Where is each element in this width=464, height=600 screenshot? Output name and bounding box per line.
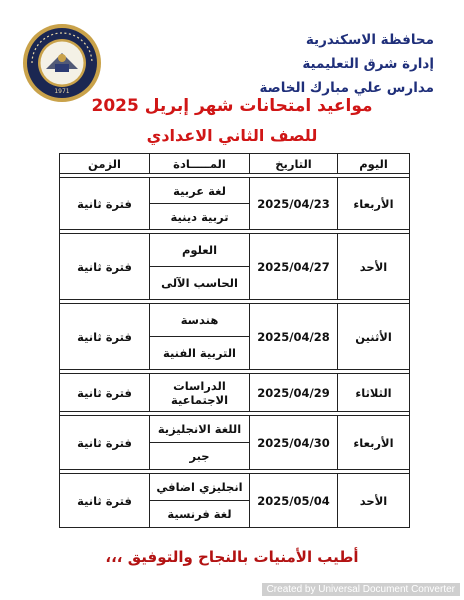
subject: جبر: [150, 442, 249, 469]
governorate-line: محافظة الاسكندرية: [305, 32, 434, 48]
page-subtitle: للصف الثاني الاعدادي: [146, 126, 318, 145]
cell-day: الأحد: [338, 234, 410, 300]
table-row: [60, 374, 410, 412]
cell-subjects: [150, 474, 250, 528]
cell-day: الأربعاء: [338, 178, 410, 230]
cell-time: فترة ثانية: [60, 304, 150, 370]
cell-day: الأربعاء: [338, 416, 410, 470]
header-day: اليوم: [338, 154, 410, 174]
table-row: [60, 304, 410, 370]
header-time: الزمن: [60, 154, 150, 174]
subject: لغة فرنسية: [150, 500, 249, 527]
cell-date: 2025/04/23: [250, 178, 338, 230]
school-seal: [22, 23, 102, 103]
subject: هندسة: [180, 313, 219, 327]
subject: لغة عربية: [173, 183, 226, 198]
cell-time: فترة ثانية: [60, 178, 150, 230]
subject: العلوم: [181, 243, 218, 257]
subject: تربية دينية: [150, 203, 249, 229]
table-header-row: [60, 154, 410, 174]
converter-watermark: Created by Universal Document Converter: [262, 583, 460, 596]
exam-schedule-table: [59, 153, 410, 528]
header-subject: المـــــادة: [150, 154, 250, 174]
table-row: [60, 234, 410, 300]
cell-subjects: [150, 304, 250, 370]
cell-subjects: [150, 234, 250, 300]
cell-date: 2025/04/30: [250, 416, 338, 470]
header-date: التاريخ: [250, 154, 338, 174]
cell-subjects: [150, 374, 250, 412]
subject: التربية الفنية: [150, 336, 249, 369]
administration-line: إدارة شرق التعليمية: [302, 56, 434, 72]
subject: الحاسب الآلى: [150, 266, 249, 299]
cell-time: فترة ثانية: [60, 474, 150, 528]
subject: انجليزي اضافي: [156, 480, 243, 494]
cell-date: 2025/04/29: [250, 374, 338, 412]
table-row: [60, 416, 410, 470]
subject: الدراسات الاجتماعية: [170, 378, 229, 407]
cell-time: فترة ثانية: [60, 234, 150, 300]
page-title: مواعيد امتحانات شهر إبريل 2025: [91, 96, 373, 116]
cell-time: فترة ثانية: [60, 374, 150, 412]
table-row: [60, 178, 410, 230]
cell-day: الأحد: [338, 474, 410, 528]
cell-subjects: [150, 416, 250, 470]
header-block: [260, 28, 435, 100]
school-line: مدارس علي مبارك الخاصة: [259, 80, 434, 96]
cell-subjects: [150, 178, 250, 230]
table-row: [60, 474, 410, 528]
seal-year: 1971: [54, 88, 70, 95]
subject: اللغة الانجليزية: [157, 422, 242, 436]
cell-day: الأثنين: [338, 304, 410, 370]
closing-wishes: أطيب الأمنيات بالنجاح والتوفيق ،،،: [105, 548, 359, 566]
cell-time: فترة ثانية: [60, 416, 150, 470]
cell-day: الثلاثاء: [338, 374, 410, 412]
cell-date: 2025/04/27: [250, 234, 338, 300]
cell-date: 2025/05/04: [250, 474, 338, 528]
cell-date: 2025/04/28: [250, 304, 338, 370]
